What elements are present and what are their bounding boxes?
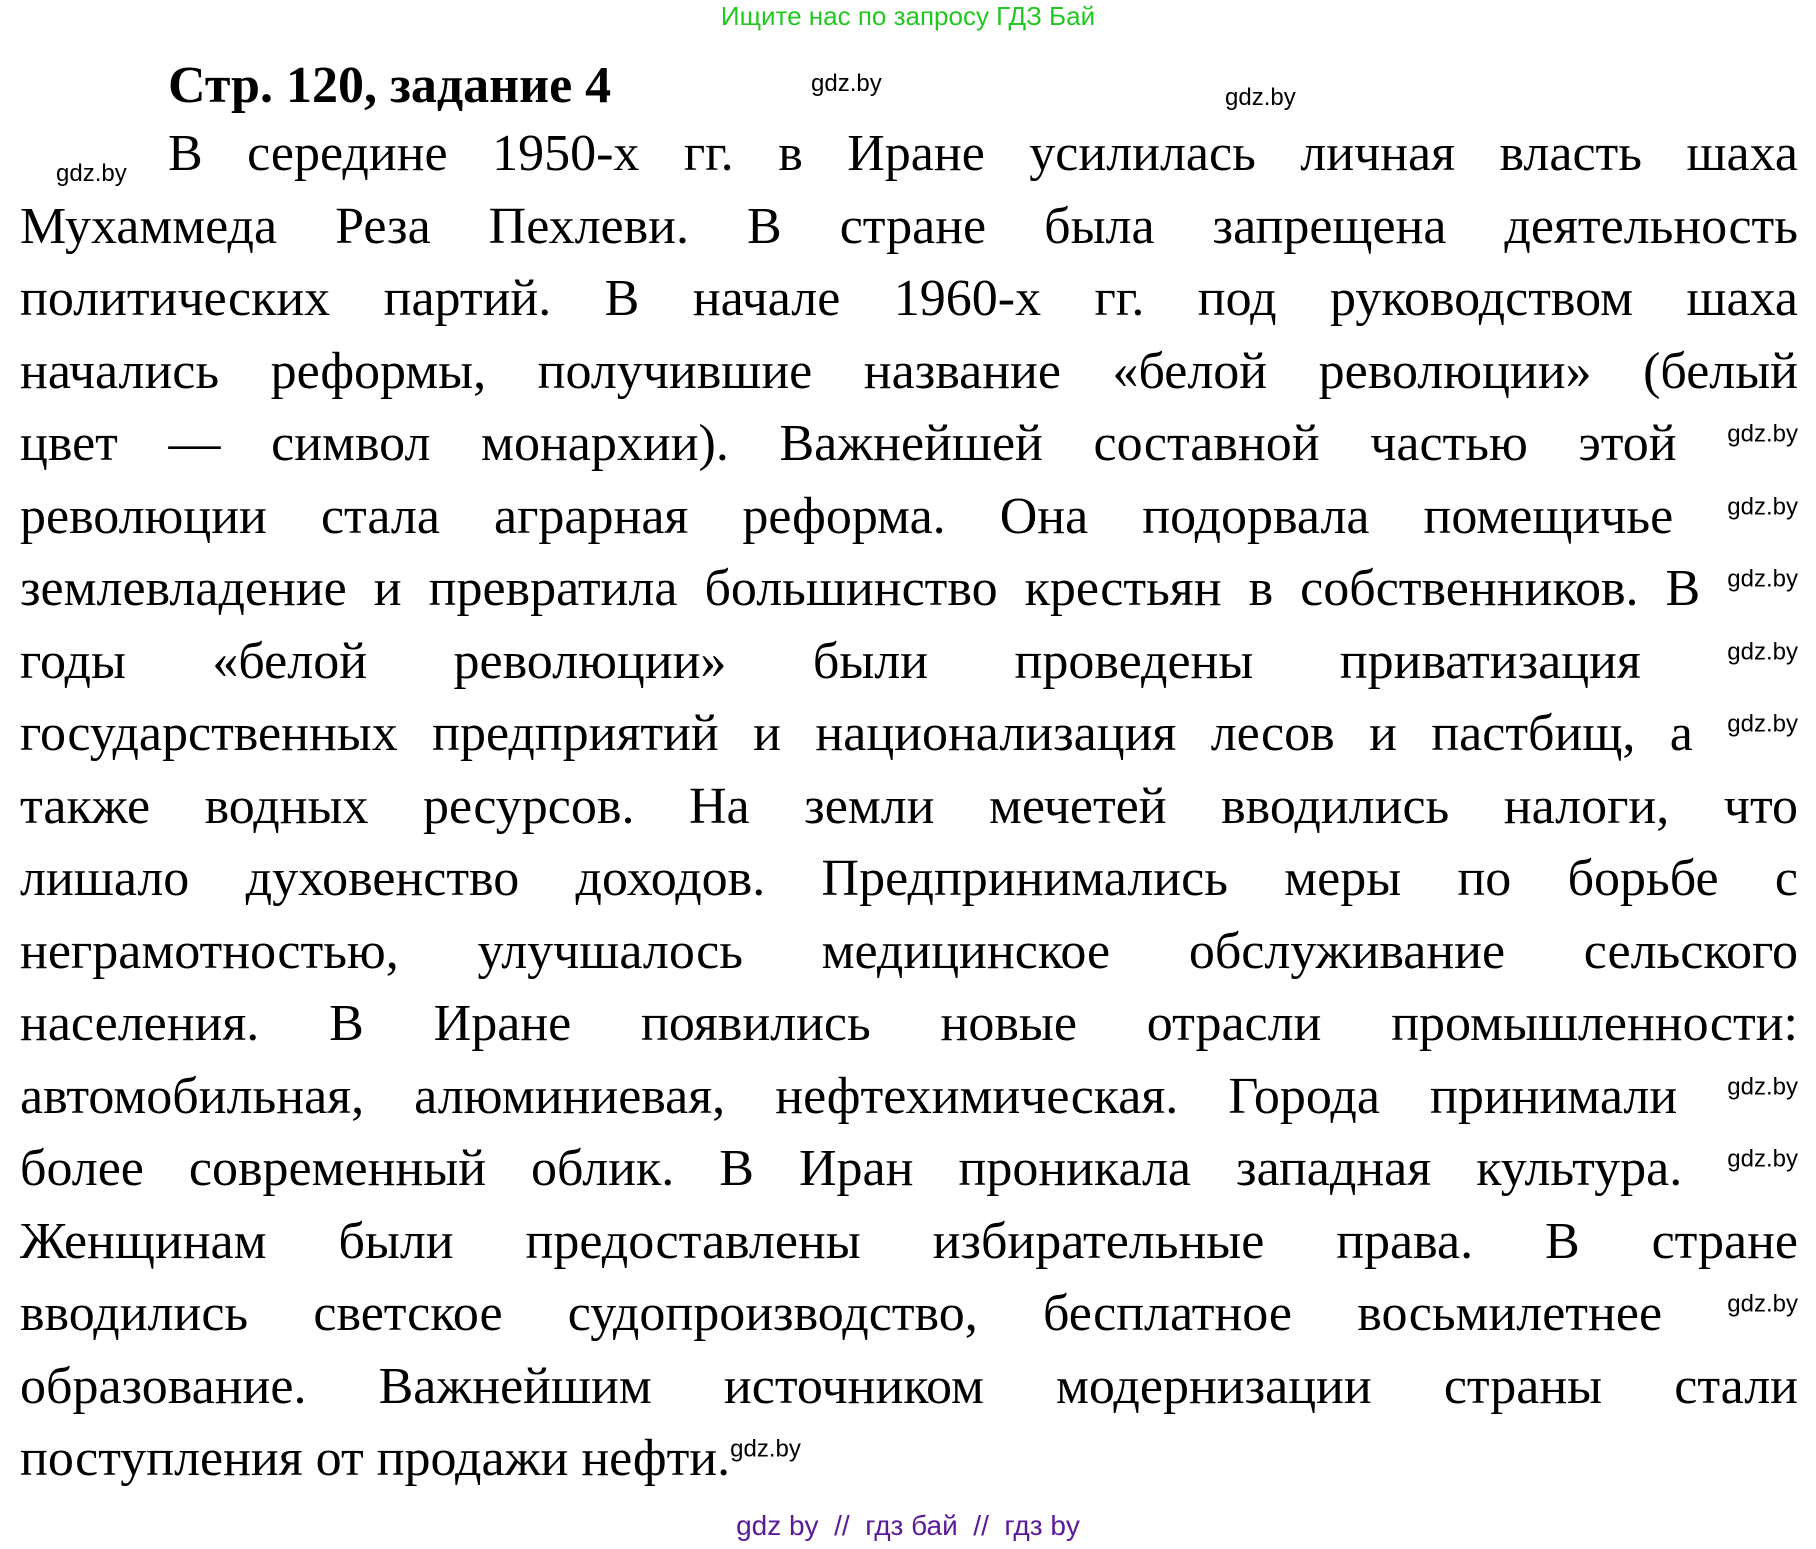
text-line (20, 843, 1798, 916)
text-line (20, 1351, 1798, 1424)
text-line (20, 191, 1798, 264)
text-line (20, 1423, 1798, 1496)
text-line (20, 771, 1798, 844)
watermark: gdz.by (1727, 420, 1798, 448)
line-text: цвет — символ монархии). Важнейшей составной частью этой (20, 415, 1677, 472)
watermark: gdz.by (1727, 710, 1799, 738)
line-text: населения. В Иране появились новые отрасли промышленности: (20, 995, 1798, 1052)
line-text: вводились светское судопроизводство, бесплатное восьмилетнее (20, 1285, 1663, 1342)
watermark: gdz.by (1225, 84, 1296, 111)
footer-links: gdz by // гдз бай // гдз by (736, 1510, 1080, 1541)
text-line (20, 1061, 1798, 1134)
text-line (20, 698, 1798, 771)
text-line (20, 626, 1798, 699)
text-line (20, 481, 1798, 554)
line-text: начались реформы, получившие название «белой революции» (белый (20, 342, 1798, 400)
page-title: Стр. 120, задание 4 (168, 57, 612, 114)
watermark: gdz.by (1727, 1073, 1799, 1101)
watermark: gdz.by (730, 1435, 801, 1463)
text-line (20, 263, 1798, 336)
text-line (20, 916, 1798, 989)
line-text: Мухаммеда Реза Пехлеви. В стране была запрещена деятельность (20, 197, 1798, 255)
watermark: gdz.by (1727, 638, 1798, 666)
line-text: автомобильная, алюминиевая, нефтехимическая. Города принимали (20, 1067, 1678, 1125)
line-text: государственных предприятий и национализация лесов и пастбищ, а (20, 705, 1693, 762)
line-text: В середине 1950-х гг. в Иране усилилась личная власть шаха (168, 125, 1798, 182)
text-line (20, 553, 1798, 626)
line-text: лишало духовенство доходов. Предпринимались меры по борьбе с (20, 850, 1798, 907)
line-text: неграмотностью, улучшалось медицинское обслуживание сельского (20, 922, 1798, 980)
watermark: gdz.by (1727, 1145, 1798, 1173)
watermark: gdz.by (1727, 565, 1799, 593)
line-text: землевладение и превратила большинство крестьян в собственников. В (20, 560, 1701, 617)
line-text: годы «белой революции» были проведены приватизация (20, 632, 1641, 690)
line-text: поступления от продажи нефти. (20, 1430, 731, 1487)
text-line (20, 336, 1798, 409)
text-line (20, 1206, 1798, 1279)
watermark: gdz.by (811, 70, 882, 97)
line-text: образование. Важнейшим источником модернизации страны стали (20, 1357, 1798, 1415)
text-line (20, 118, 1798, 191)
text-line (20, 988, 1798, 1061)
line-text: также водных ресурсов. На земли мечетей вводились налоги, что (20, 777, 1798, 835)
text-line (20, 408, 1798, 481)
line-text: более современный облик. В Иран проникала западная культура. (20, 1140, 1683, 1197)
search-notice: Ищите нас по запросу ГДЗ Бай (720, 1, 1096, 31)
line-text: Женщинам были предоставлены избирательные права. В стране (20, 1212, 1798, 1270)
answer-text (20, 118, 1798, 1496)
watermark: gdz.by (56, 160, 127, 187)
text-line (20, 1133, 1798, 1206)
line-text: политических партий. В начале 1960-х гг. под руководством шаха (20, 270, 1798, 327)
text-line (20, 1278, 1798, 1351)
watermark: gdz.by (1727, 1290, 1799, 1318)
line-text: революции стала аграрная реформа. Она подорвала помещичье (20, 487, 1674, 545)
watermark: gdz.by (1727, 493, 1798, 521)
